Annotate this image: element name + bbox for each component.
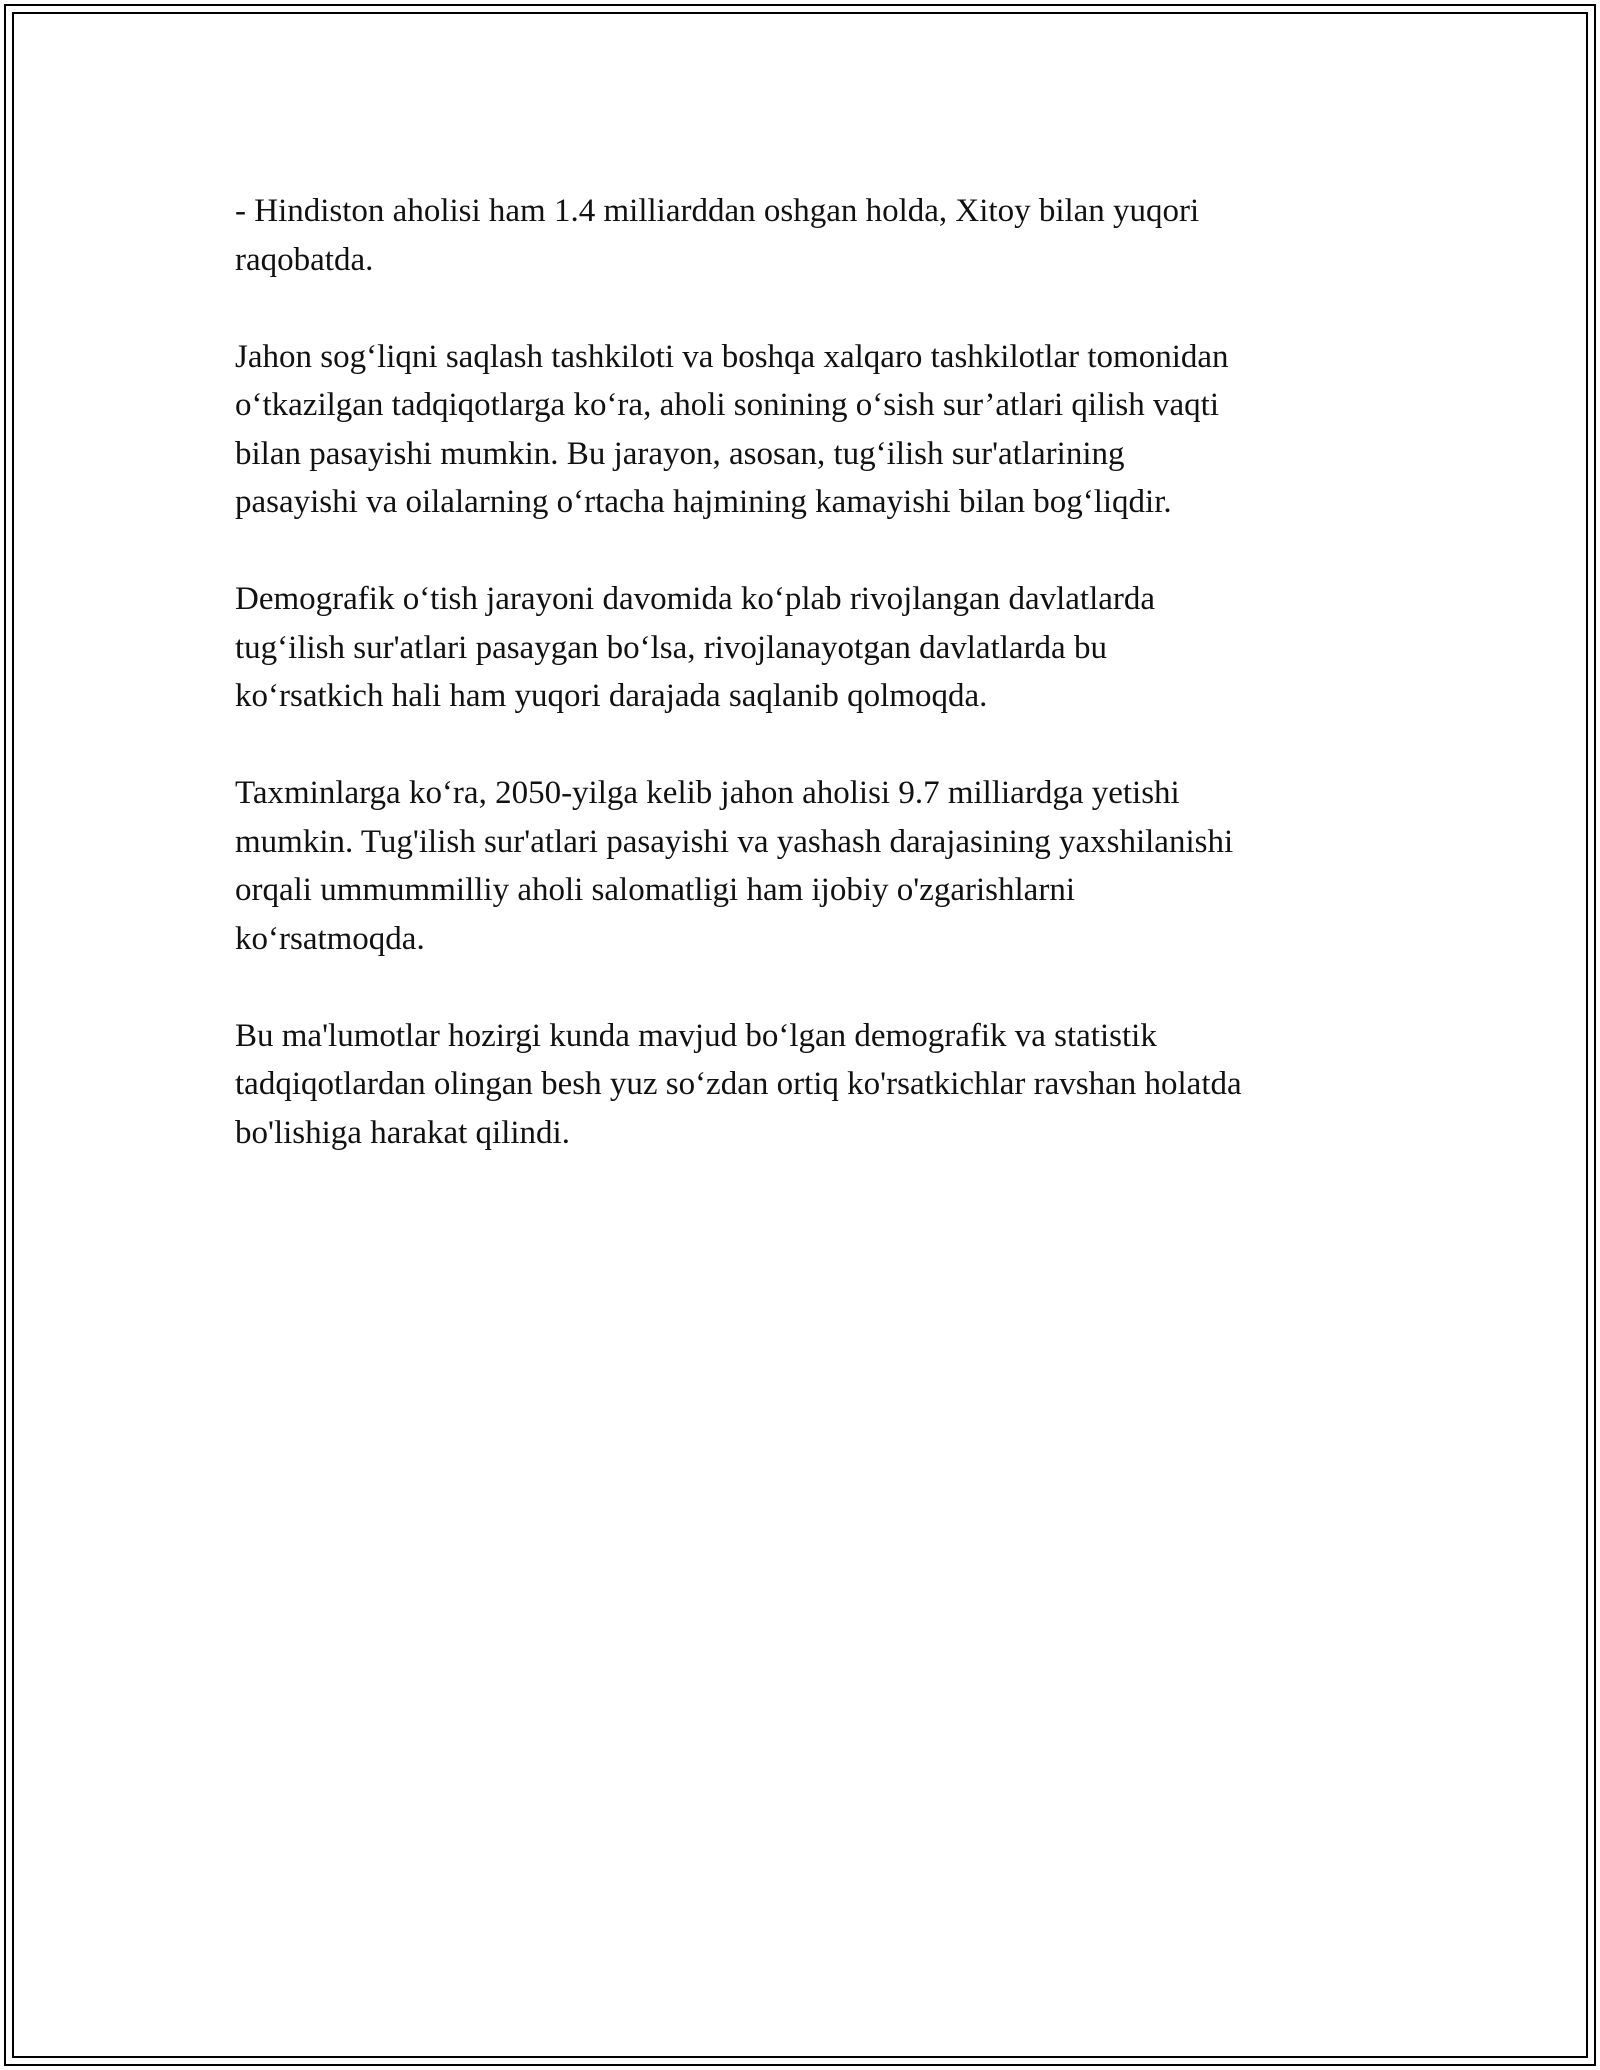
paragraph-conclusion: Bu ma'lumotlar hozirgi kunda mavjud bo‘lgan demografik va statistik tadqiqotlardan olingan besh yuz so‘zdan ortiq ko'rsatkichlar ravshan holatda bo'lishiga harakat qilindi. bbox=[235, 1017, 1242, 1151]
paragraph-india-population: - Hindiston aholisi ham 1.4 milliarddan oshgan holda, Xitoy bilan yuqori raqobatda. bbox=[235, 193, 1200, 278]
paragraph-demographic-transition: Demografik o‘tish jarayoni davomida ko‘plab rivojlangan davlatlarda tug‘ilish sur'atlari pasaygan bo‘lsa, rivojlanayotgan davlatlarda bu ko‘rsatkich hali ham yuqori darajada saqlanib qolmoqda. bbox=[235, 581, 1156, 714]
document-body bbox=[235, 187, 1370, 1206]
paragraph-who-research: Jahon sog‘liqni saqlash tashkiloti va boshqa xalqaro tashkilotlar tomonidan o‘tkazilgan tadqiqotlarga ko‘ra, aholi sonining o‘sish sur’atlari qilish vaqti bilan pasayishi mumkin. Bu jarayon, asosan, tug‘ilish sur'atlarining pasayishi va oilalarning o‘rtacha hajmining kamayishi bilan bog‘liqdir. bbox=[235, 338, 1229, 520]
paragraph-2050-projection: Taxminlarga ko‘ra, 2050-yilga kelib jahon aholisi 9.7 milliardga yetishi mumkin. Tug'ilish sur'atlari pasayishi va yashash darajasining yaxshilanishi orqali ummummilliy aholi salomatligi ham ijobiy o'zgarishlarni ko‘rsatmoqda. bbox=[235, 775, 1234, 957]
